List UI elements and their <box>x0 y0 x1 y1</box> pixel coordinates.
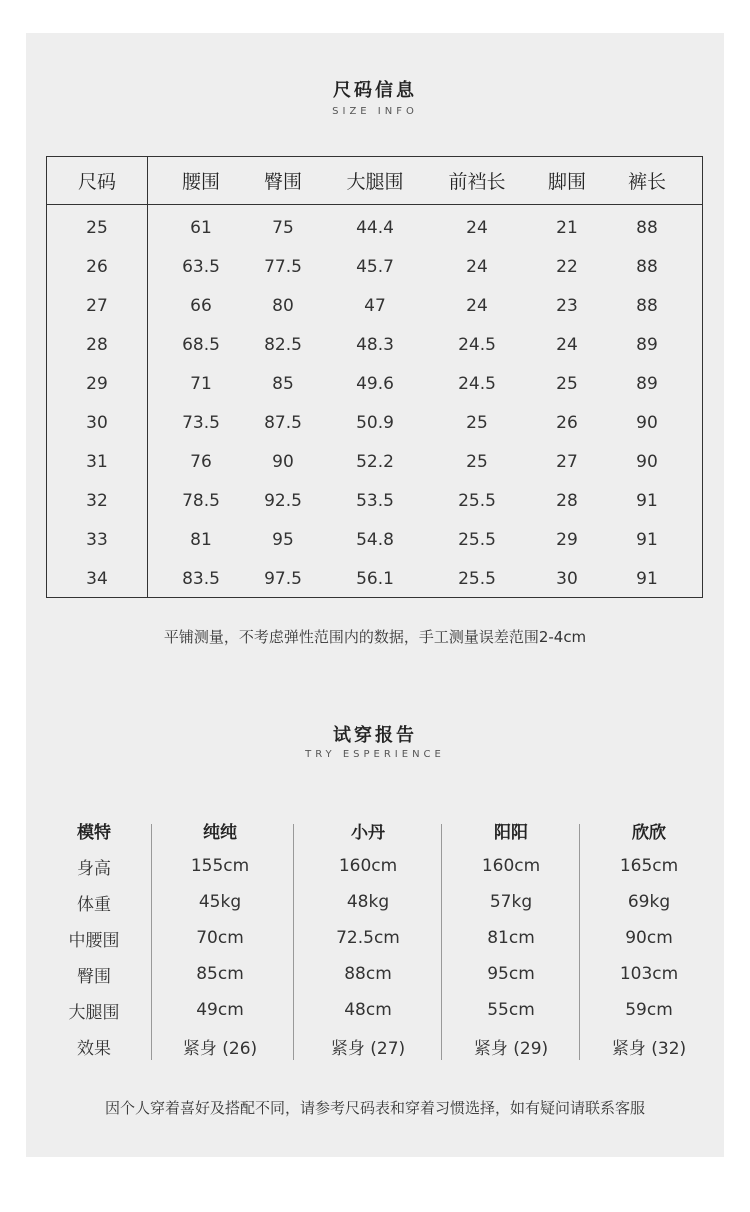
try-table-cell: 160cm <box>338 856 398 876</box>
size-table-cell: 80 <box>272 295 294 316</box>
size-table-cell: 26 <box>556 412 578 433</box>
try-table-row <box>26 848 724 884</box>
size-table-cell: 97.5 <box>264 568 302 589</box>
try-table-cell: 纯纯 <box>203 822 237 843</box>
size-table-cell: 88 <box>636 295 658 316</box>
size-table-cell: 28 <box>556 490 578 511</box>
try-table-cell: 95cm <box>487 964 535 984</box>
try-table-cell: 中腰围 <box>68 930 120 951</box>
size-table-cell: 91 <box>636 529 658 550</box>
size-table-cell: 49.6 <box>356 373 394 394</box>
size-table-cell: 25 <box>86 217 108 238</box>
try-table-cell: 70cm <box>196 928 244 948</box>
size-table-cell: 66 <box>190 295 212 316</box>
try-table-cell: 紧身 (29) <box>473 1038 549 1059</box>
try-table-cell: 55cm <box>487 1000 535 1020</box>
try-table-cell: 体重 <box>77 894 111 915</box>
size-table-cell: 88 <box>636 217 658 238</box>
size-table-cell: 68.5 <box>182 334 220 355</box>
size-table-cell: 24.5 <box>458 334 496 355</box>
header-cell: 裤长 <box>627 171 666 193</box>
size-table-cell: 95 <box>272 529 294 550</box>
header-cell: 臀围 <box>263 171 302 193</box>
try-table-cell: 紧身 (27) <box>330 1038 406 1059</box>
size-table-cell: 44.4 <box>356 217 394 238</box>
size-table-row <box>47 403 702 442</box>
size-table-cell: 83.5 <box>182 568 220 589</box>
size-table-cell: 71 <box>190 373 212 394</box>
size-table-cell: 89 <box>636 373 658 394</box>
size-table-row <box>47 325 702 364</box>
try-table-cell: 103cm <box>619 964 679 984</box>
size-table-cell: 91 <box>636 568 658 589</box>
size-table-cell: 63.5 <box>182 256 220 277</box>
try-table-cell: 165cm <box>619 856 679 876</box>
try-table-cell: 81cm <box>487 928 535 948</box>
size-table-cell: 25.5 <box>458 529 496 550</box>
size-table-cell: 21 <box>556 217 578 238</box>
size-table-cell: 90 <box>636 451 658 472</box>
size-table-cell: 85 <box>272 373 294 394</box>
size-table-cell: 81 <box>190 529 212 550</box>
try-table-cell: 69kg <box>627 892 671 912</box>
size-table-row <box>47 364 702 403</box>
size-table-cell: 29 <box>556 529 578 550</box>
size-table-cell: 25 <box>466 451 488 472</box>
header-cell: 脚围 <box>547 171 586 193</box>
size-table-cell: 77.5 <box>264 256 302 277</box>
try-table <box>26 812 724 1064</box>
try-table-cell: 155cm <box>190 856 250 876</box>
try-table-cell: 紧身 (26) <box>182 1038 258 1059</box>
size-table-cell: 52.2 <box>356 451 394 472</box>
try-table-row <box>26 884 724 920</box>
size-table-cell: 89 <box>636 334 658 355</box>
try-table-row <box>26 956 724 992</box>
size-table-cell: 33 <box>86 529 108 550</box>
size-table-row <box>47 208 702 247</box>
size-info-title: 尺码信息 <box>333 80 417 101</box>
size-table-cell: 31 <box>86 451 108 472</box>
try-table-cell: 72.5cm <box>336 928 400 948</box>
size-table-cell: 82.5 <box>264 334 302 355</box>
size-table-cell: 25 <box>466 412 488 433</box>
size-table-cell: 91 <box>636 490 658 511</box>
try-table-cell: 45kg <box>198 892 242 912</box>
try-table-cell: 88cm <box>344 964 392 984</box>
size-table-cell: 78.5 <box>182 490 220 511</box>
size-table-row <box>47 247 702 286</box>
try-table-row <box>26 992 724 1028</box>
size-table-cell: 87.5 <box>264 412 302 433</box>
header-cell: 腰围 <box>181 171 220 193</box>
size-table-cell: 54.8 <box>356 529 394 550</box>
size-table-cell: 30 <box>86 412 108 433</box>
try-table-cell: 85cm <box>196 964 244 984</box>
header-cell: 尺码 <box>77 171 116 193</box>
size-info-subtitle: SIZE INFO <box>332 106 418 117</box>
try-table-header <box>26 812 724 848</box>
size-table-cell: 75 <box>272 217 294 238</box>
try-table-row <box>26 1028 724 1064</box>
size-table <box>46 156 703 598</box>
try-table-cell: 49cm <box>196 1000 244 1020</box>
try-table-row <box>26 920 724 956</box>
size-table-cell: 90 <box>636 412 658 433</box>
try-table-cell: 臀围 <box>77 966 111 987</box>
size-table-cell: 34 <box>86 568 108 589</box>
try-report-title: 试穿报告 <box>333 725 417 746</box>
size-table-row <box>47 559 702 598</box>
size-table-cell: 61 <box>190 217 212 238</box>
header-cell: 前裆长 <box>448 171 506 193</box>
size-table-cell: 53.5 <box>356 490 394 511</box>
try-table-cell: 48cm <box>344 1000 392 1020</box>
size-table-cell: 92.5 <box>264 490 302 511</box>
size-table-cell: 88 <box>636 256 658 277</box>
size-table-cell: 48.3 <box>356 334 394 355</box>
size-table-cell: 27 <box>556 451 578 472</box>
size-table-cell: 24 <box>466 256 488 277</box>
size-table-row <box>47 481 702 520</box>
header-cell: 大腿围 <box>346 171 404 193</box>
size-table-row <box>47 520 702 559</box>
size-table-cell: 90 <box>272 451 294 472</box>
try-table-cell: 小丹 <box>351 822 385 843</box>
size-table-cell: 23 <box>556 295 578 316</box>
try-table-cell: 59cm <box>625 1000 673 1020</box>
try-table-cell: 模特 <box>77 822 111 843</box>
size-table-cell: 32 <box>86 490 108 511</box>
try-table-cell: 57kg <box>489 892 533 912</box>
size-table-row <box>47 442 702 481</box>
try-table-cell: 48kg <box>346 892 390 912</box>
size-table-cell: 25 <box>556 373 578 394</box>
size-table-cell: 47 <box>364 295 386 316</box>
try-table-cell: 90cm <box>625 928 673 948</box>
try-table-cell: 紧身 (32) <box>611 1038 687 1059</box>
try-table-cell: 阳阳 <box>494 822 528 843</box>
size-table-cell: 24 <box>466 295 488 316</box>
try-table-cell: 160cm <box>481 856 541 876</box>
size-table-cell: 24 <box>466 217 488 238</box>
size-table-cell: 45.7 <box>356 256 394 277</box>
size-table-cell: 50.9 <box>356 412 394 433</box>
size-table-cell: 22 <box>556 256 578 277</box>
size-table-cell: 24.5 <box>458 373 496 394</box>
size-table-cell: 30 <box>556 568 578 589</box>
size-table-cell: 76 <box>190 451 212 472</box>
size-table-row <box>47 286 702 325</box>
try-table-cell: 效果 <box>77 1038 111 1059</box>
size-table-cell: 24 <box>556 334 578 355</box>
try-note: 因个人穿着喜好及搭配不同，请参考尺码表和穿着习惯选择，如有疑问请联系客服 <box>104 1099 645 1117</box>
size-table-cell: 56.1 <box>356 568 394 589</box>
size-table-cell: 25.5 <box>458 568 496 589</box>
size-table-header <box>47 157 702 204</box>
size-table-cell: 25.5 <box>458 490 496 511</box>
size-note: 平铺测量，不考虑弹性范围内的数据，手工测量误差范围2-4cm <box>163 628 587 646</box>
try-table-cell: 欣欣 <box>632 822 666 843</box>
size-table-cell: 28 <box>86 334 108 355</box>
size-table-cell: 29 <box>86 373 108 394</box>
size-table-cell: 73.5 <box>182 412 220 433</box>
try-table-cell: 大腿围 <box>68 1002 120 1023</box>
size-table-cell: 27 <box>86 295 108 316</box>
size-table-header-divider <box>47 204 702 205</box>
try-table-cell: 身高 <box>77 858 111 879</box>
try-report-subtitle: TRY ESPERIENCE <box>305 749 445 760</box>
size-table-cell: 26 <box>86 256 108 277</box>
